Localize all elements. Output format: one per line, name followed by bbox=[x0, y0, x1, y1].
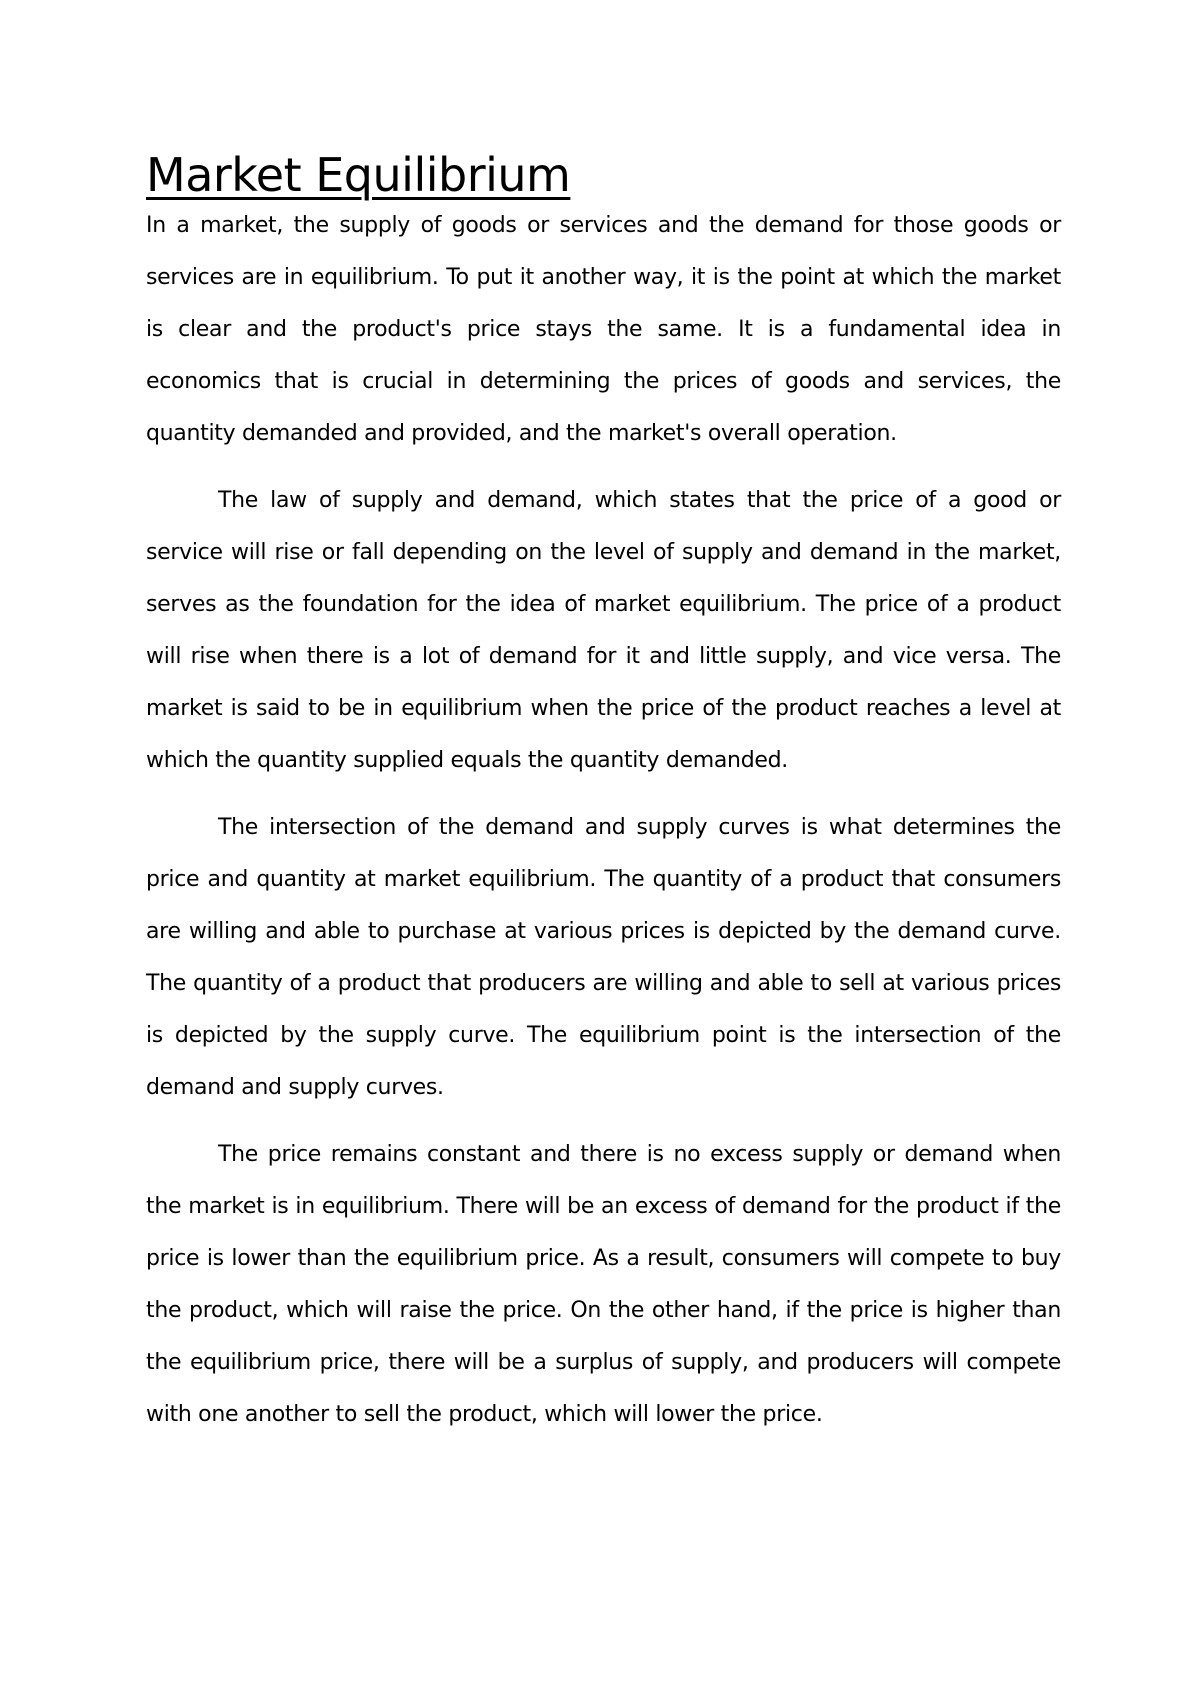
paragraph-curve-intersection: The intersection of the demand and supply curves is what determines the price and quantity at market equilibrium. The quantity of a product that consumers are willing and able to purchase at various prices is depicted by the demand curve. The quantity of a product that producers are willing and able to sell at various prices is depicted by the supply curve. The equilibrium point is the intersection of the demand and supply curves. bbox=[146, 815, 1061, 1100]
document-title: Market Equilibrium bbox=[146, 148, 571, 202]
paragraph-price-dynamics: The price remains constant and there is no excess supply or demand when the market is in equilibrium. There will be an excess of demand for the product if the price is lower than the equilibrium price. As a result, consumers will compete to buy the product, which will raise the price. On the other hand, if the price is higher than the equilibrium price, there will be a surplus of supply, and producers will compete with one another to sell the product, which will lower the price. bbox=[146, 1142, 1061, 1427]
document-body bbox=[146, 145, 1061, 1441]
paragraph-intro: In a market, the supply of goods or services and the demand for those goods or services are in equilibrium. To put it another way, it is the point at which the market is clear and the product's price stays the same. It is a fundamental idea in economics that is crucial in determining the prices of goods and services, the quantity demanded and provided, and the market's overall operation. bbox=[146, 213, 1061, 446]
paragraph-law-of-supply-demand: The law of supply and demand, which states that the price of a good or service will rise or fall depending on the level of supply and demand in the market, serves as the foundation for the idea of market equilibrium. The price of a product will rise when there is a lot of demand for it and little supply, and vice versa. The market is said to be in equilibrium when the price of the product reaches a level at which the quantity supplied equals the quantity demanded. bbox=[146, 488, 1061, 773]
